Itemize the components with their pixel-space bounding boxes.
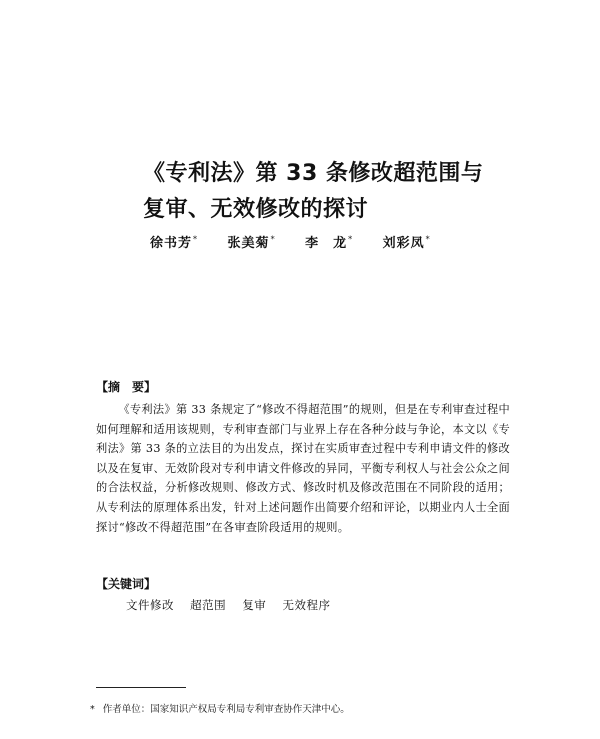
author-name: 李 龙 xyxy=(305,236,348,251)
keyword: 复审 xyxy=(242,598,267,612)
footnote xyxy=(90,701,350,715)
keyword-list xyxy=(126,597,342,613)
author-1 xyxy=(150,232,198,251)
author-name: 张美菊 xyxy=(227,236,270,251)
author-note-mark: * xyxy=(425,235,431,244)
author-name: 刘彩凤 xyxy=(382,236,425,251)
abstract-heading: 【摘 要】 xyxy=(96,380,157,394)
author-3 xyxy=(305,232,353,251)
abstract-body xyxy=(96,400,510,537)
keyword: 超范围 xyxy=(190,598,227,612)
author-note-mark: * xyxy=(348,235,354,244)
author-note-mark: * xyxy=(193,235,199,244)
article-title xyxy=(143,156,484,228)
keyword: 无效程序 xyxy=(282,598,331,612)
abstract-text: 《专利法》第 33 条规定了“修改不得超范围”的规则，但是在专利审查过程中如何理解和适用该规则，专利审查部门与业界上存在各种分歧与争论，本文以《专利法》第 33 条的立法目的为出发点，探讨在实质审查过程中专利申请文件的修改以及在复审、无效阶段对专利申请文件修改的异同，平衡专利权人与社会公众之间的合法权益，分析修改规则、修改方式、修改时机及修改范围在不同阶段的适用；从专利法的原理体系出发，针对上述问题作出简要介绍和评论，以期业内人士全面探讨“修改不得超范围”在各审查阶段适用的规则。 xyxy=(96,403,510,534)
author-list xyxy=(150,232,455,251)
title-line-1: 《专利法》第 33 条修改超范围与 xyxy=(143,161,484,186)
footnote-divider xyxy=(96,687,186,688)
author-name: 徐书芳 xyxy=(150,236,193,251)
author-note-mark: * xyxy=(270,235,276,244)
footnote-text: 作者单位：国家知识产权局专利局专利审查协作天津中心。 xyxy=(102,704,350,715)
title-line-2: 复审、无效修改的探讨 xyxy=(143,197,369,222)
footnote-mark: * xyxy=(90,704,95,715)
keyword: 文件修改 xyxy=(126,598,174,612)
keywords-heading: 【关键词】 xyxy=(96,577,157,591)
author-2 xyxy=(228,232,276,251)
author-4 xyxy=(383,232,431,251)
